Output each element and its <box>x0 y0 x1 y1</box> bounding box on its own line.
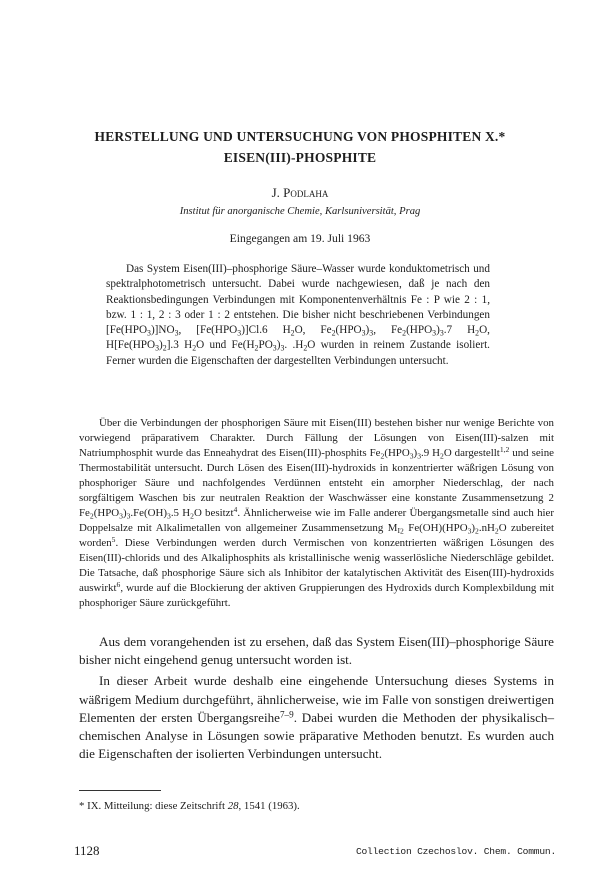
journal-running-footer: Collection Czechoslov. Chem. Commun. <box>355 846 556 857</box>
page-number: 1128 <box>74 843 100 858</box>
author-name: J. Podlaha <box>271 185 329 200</box>
received-date: Eingegangen am 19. Juli 1963 <box>229 232 371 245</box>
author-affiliation: Institut für anorganische Chemie, Karlsuniversität, Prag <box>179 206 421 217</box>
article-title-line-1: HERSTELLUNG UND UNTERSUCHUNG VON PHOSPHITEN X.* <box>94 129 506 144</box>
footnote-rule <box>79 790 161 791</box>
abstract: Das System Eisen(III)–phosphorige Säure–Wasser wurde konduktometrisch und spektralphotometrisch untersucht. Dabei wurde nachgewiesen, daß je nach den Reaktionsbedingungen Verbindungen mit Komponentenverhältnis Fe : P wie 2 : 1, bzw. 1 : 1, 2 : 3 oder 1 : 2 entstehen. Die bisher nicht beschriebenen Verbindungen $[Fe(HPO_3)]NO_3$, $[Fe(HPO_3)]Cl.6$ $H_2O$, $Fe_2(HPO_3)_3$, $Fe_2(HPO_3)_3.7$ $H_2O$, $H[Fe(HPO_3)_2].3$ $H_2O$ und $Fe(H_2PO_3)_3$. $.H_2O$ wurden in reinem Zustande isoliert. Ferner wurden die Eigenschaften der dargestellten Verbindungen untersucht. <box>106 263 490 367</box>
main-text <box>79 633 554 763</box>
paragraph-aim: In dieser Arbeit wurde deshalb eine eingehende Untersuchung dieses Systems in wäßrigem Medium durchgeführt, ähnlicherweise, wie im Falle von sonstigen dreiwertigen Elementen der ersten Übergangsreihe$^{7-9}$. Dabei wurden die Methoden der physikalisch–chemischen Analyse in Lösungen sowie präparative Methoden benutzt. Es wurden auch die Eigenschaften der isolierten Verbindungen untersucht. <box>79 673 554 762</box>
paragraph-summary: Aus dem vorangehenden ist zu ersehen, daß das System Eisen(III)–phosphorige Säure bisher nicht eingehend genug untersucht worden ist. <box>79 634 554 668</box>
footnote: * IX. Mitteilung: diese Zeitschrift 28, 1541 (1963). <box>79 800 300 812</box>
introduction-paragraph: Über die Verbindungen der phosphorigen Säure mit Eisen(III) bestehen bisher nur wenige Berichte von vorwiegend präparativem Charakter. Durch Fällung der Lösungen von Eisen(III)-salzen mit Natriumphosphit wurde das Enneahydrat des Eisen(III)-phosphits $Fe_2(HPO_3)_3.9$ $H_2O$ dargestellt$^{1,2}$ und seine Thermostabilität untersucht. Durch Lösen des Eisen(III)-hydroxids in konzentrierter wäßrigen Lösung von phosphoriger Säure und nachfolgendes Verdünnen entsteht ein amorpher Niederschlag, der nach sorgfältigem Waschen bis zur neutralen Reaktion der Waschwässer eine konstante Zusammensetzung 2 $Fe_2(HPO_3)_3.Fe(OH)_3.5$ $H_2O$ besitzt$^4$. Ähnlicherweise wie im Falle anderer Übergangsmetalle sind auch hier Doppelsalze mit Alkalimetallen von allgemeiner Zusammensetzung $M^I_2$ $Fe(OH)(HPO_3)_2.nH_2O$ zubereitet worden$^5$. Diese Verbindungen werden durch Vermischen von konzentrierten wäßrigen Lösungen des Eisen(III)-chlorids und des Alkaliphosphits als kristallinische wenig wasserlösliche Niederschläge gebildet. Die Tatsache, daß phosphorige Säure sich als Inhibitor der katalytischen Aktivität des Eisen(III)-hydroxids auswirkt$^6$, wurde auf die Blockierung der aktiven Gruppierungen des Hydroxids durch Komplexbildung mit phosphoriger Säure zurückgeführt. <box>79 417 554 609</box>
article-title-line-2: EISEN(III)-PHOSPHITE <box>223 150 377 165</box>
